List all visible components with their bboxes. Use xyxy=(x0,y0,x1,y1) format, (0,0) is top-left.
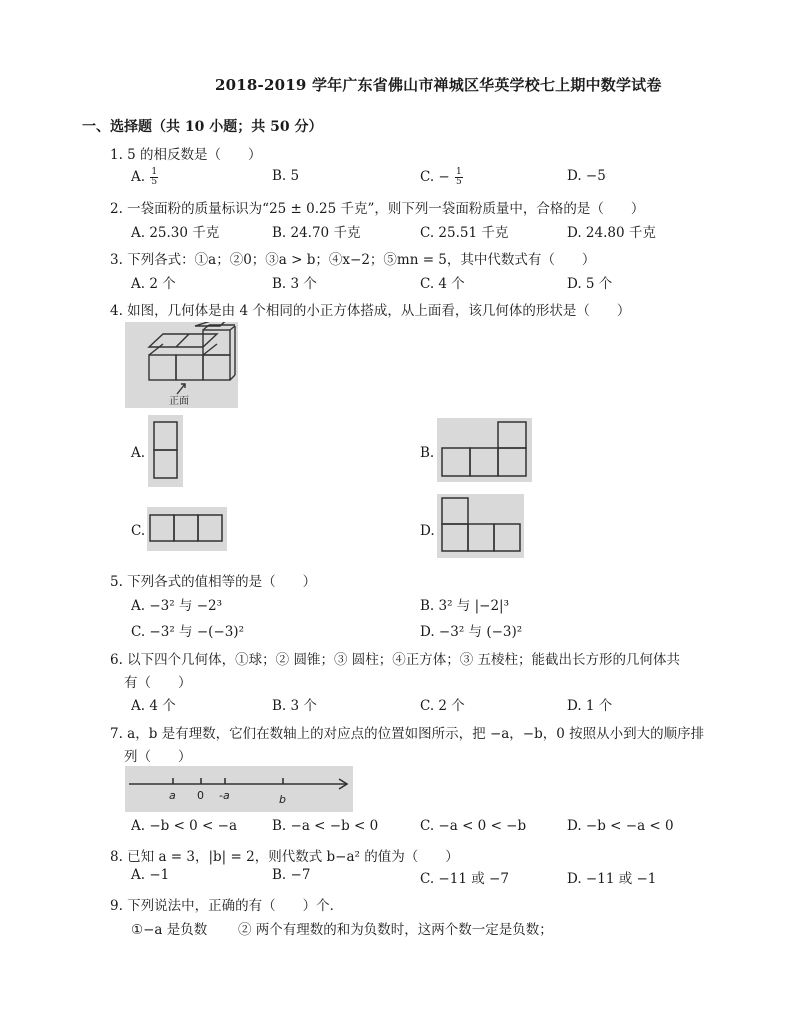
q4-option-c-figure[interactable] xyxy=(147,507,227,551)
q3-option-a[interactable]: A. 2 个 xyxy=(131,276,176,292)
q6-stem-cont: 有（ ） xyxy=(124,675,192,691)
q7-stem: 7. a，b 是有理数，它们在数轴上的对应点的位置如图所示，把 −a，−b，0 按照从小到大的顺序排 xyxy=(110,726,705,742)
q3-stem: 3. 下列各式：①a；②0；③a > b；④x−2；⑤mn = 5，其中代数式有（ ） xyxy=(110,252,596,268)
q6-option-c[interactable]: C. 2 个 xyxy=(420,698,465,714)
axis-label-neg-a: -a xyxy=(219,789,230,802)
q4-option-b-label[interactable]: B. xyxy=(420,445,435,461)
q6-option-a[interactable]: A. 4 个 xyxy=(131,698,176,714)
q6-stem: 6. 以下四个几何体，①球；② 圆锥；③ 圆柱；④正方体；③ 五棱柱；能截出长方形的几何体共 xyxy=(110,652,681,668)
q7-option-c[interactable]: C. −a < 0 < −b xyxy=(420,818,527,834)
cube-stack-drawing xyxy=(125,322,238,408)
q9-statement-1: ①−a 是负数 xyxy=(131,922,208,938)
q4-option-a-figure[interactable] xyxy=(148,415,183,487)
q2-option-d[interactable]: D. 24.80 千克 xyxy=(567,225,656,241)
q7-option-b[interactable]: B. −a < −b < 0 xyxy=(272,818,379,834)
q4-stem: 4. 如图，几何体是由 4 个相同的小正方体搭成，从上面看，该几何体的形状是（ ） xyxy=(110,303,631,319)
q8-option-a[interactable]: A. −1 xyxy=(131,867,170,883)
q9-stem: 9. 下列说法中，正确的有（ ）个． xyxy=(110,898,344,914)
q6-option-d[interactable]: D. 1 个 xyxy=(567,698,613,714)
q8-option-d[interactable]: D. −11 或 −1 xyxy=(567,871,657,887)
q1-option-a-fraction: $\frac{1}{5}$ xyxy=(151,167,158,187)
q2-option-c[interactable]: C. 25.51 千克 xyxy=(420,225,509,241)
q2-stem: 2. 一袋面粉的质量标识为“25 ± 0.25 千克”，则下列一袋面粉质量中，合格的是（ ） xyxy=(110,201,645,217)
q6-option-b[interactable]: B. 3 个 xyxy=(272,698,317,714)
axis-label-a: a xyxy=(169,789,176,802)
q1-option-c-fraction: $\frac{1}{5}$ xyxy=(456,167,462,187)
q7-number-line-figure xyxy=(125,766,353,812)
q4-option-d-figure[interactable] xyxy=(437,494,524,558)
q1-option-a[interactable] xyxy=(131,168,159,187)
q1-option-a-label: A. xyxy=(131,169,146,185)
q4-option-c-label[interactable]: C. xyxy=(131,523,146,539)
q5-option-c[interactable]: C. −3² 与 −(−3)² xyxy=(131,624,244,640)
q3-option-b[interactable]: B. 3 个 xyxy=(272,276,317,292)
q8-option-b[interactable]: B. −7 xyxy=(272,867,311,883)
q1-option-d[interactable]: D. −5 xyxy=(567,168,606,184)
q7-stem-cont: 列（ ） xyxy=(124,749,192,765)
q5-option-d[interactable]: D. −3² 与 (−3)² xyxy=(420,624,523,640)
q7-option-d[interactable]: D. −b < −a < 0 xyxy=(567,818,674,834)
q8-option-c[interactable]: C. −11 或 −7 xyxy=(420,871,509,887)
section-heading: 一、选择题（共 10 小题；共 50 分） xyxy=(82,119,323,135)
q7-option-a[interactable]: A. −b < 0 < −a xyxy=(131,818,238,834)
q2-option-a[interactable]: A. 25.30 千克 xyxy=(131,225,220,241)
q2-option-b[interactable]: B. 24.70 千克 xyxy=(272,225,361,241)
q1-option-c-label: C. − xyxy=(420,169,450,185)
q1-option-b[interactable]: B. 5 xyxy=(272,168,300,184)
q4-option-a-label[interactable]: A. xyxy=(131,445,146,461)
q1-stem: 1. 5 的相反数是（ ） xyxy=(110,147,262,163)
q3-option-c[interactable]: C. 4 个 xyxy=(420,276,465,292)
q5-option-b[interactable]: B. 3² 与 |−2|³ xyxy=(420,598,509,614)
q4-option-d-label[interactable]: D. xyxy=(420,523,435,539)
q1-option-c[interactable] xyxy=(420,168,464,187)
q8-stem: 8. 已知 a = 3，|b| = 2，则代数式 b−a² 的值为（ ） xyxy=(110,849,459,865)
axis-label-b: b xyxy=(279,793,286,806)
page-title: 2018-2019 学年广东省佛山市禅城区华英学校七上期中数学试卷 xyxy=(215,76,662,94)
q5-stem: 5. 下列各式的值相等的是（ ） xyxy=(110,574,317,590)
front-label: 正面 xyxy=(169,396,189,407)
axis-label-zero: 0 xyxy=(197,789,204,802)
q4-option-b-figure[interactable] xyxy=(437,418,532,482)
q3-option-d[interactable]: D. 5 个 xyxy=(567,276,613,292)
q9-statement-2: ② 两个有理数的和为负数时，这两个数一定是负数； xyxy=(238,922,553,938)
q5-option-a[interactable]: A. −3² 与 −2³ xyxy=(131,598,223,614)
number-line xyxy=(125,766,353,812)
q4-solid-figure xyxy=(125,322,238,408)
